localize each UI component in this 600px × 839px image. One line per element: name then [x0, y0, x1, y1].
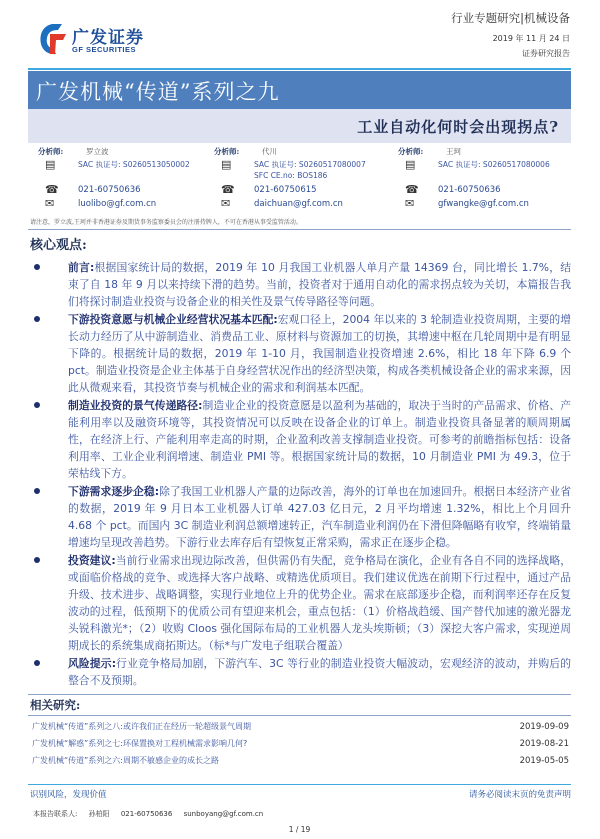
core-view-item — [28, 552, 571, 654]
phone-icon: ☎ — [405, 183, 419, 196]
report-category: 行业专题研究|机械设备 — [451, 11, 570, 25]
sac-number: SAC 执证号: S0260513050002 — [78, 160, 190, 169]
core-view-text: 除了我国工业机器人产量的边际改善，海外的订单也在加速回升。根据日本经济产业省的数据，2019 年 9 月日本工业机器人订单 427.03 亿日元，2 月平均增速 1.32%，相比上个月回升 4.68 个 pct。而国内 3C 制造业利润总额增速转正，汽车制造业利润仍在下滑但降幅略有收窄，终端销量增速均呈现改善趋势。下游行业去库存后有望恢复正常采购，需求正在逐步企稳。 — [68, 485, 571, 549]
bullet-icon — [34, 264, 40, 270]
contact-label: 本报告联系人: — [33, 810, 78, 818]
analyst-phone: 021-60750615 — [254, 185, 317, 195]
analyst-email[interactable]: daichuan@gf.com.cn — [254, 199, 343, 209]
certificate-icon: ▤ — [45, 158, 56, 171]
related-research-list — [28, 719, 571, 770]
brand-name-cn: 广发证券 — [72, 28, 144, 47]
analyst-email[interactable]: luolibo@gf.com.cn — [78, 199, 157, 209]
core-view-item — [28, 311, 571, 396]
core-view-head: 制造业投资的景气传递路径: — [68, 399, 203, 412]
bullet-icon — [34, 488, 40, 494]
analyst-name: 罗立波 — [86, 147, 109, 156]
report-title: 广发机械“传道”系列之九 — [28, 71, 571, 109]
report-contact — [28, 801, 571, 819]
email-icon: ✉ — [405, 197, 415, 210]
core-view-item — [28, 259, 571, 310]
related-research-item[interactable] — [28, 736, 571, 753]
certificate-icon: ▤ — [221, 158, 232, 171]
analyst-name: 王珂 — [446, 147, 461, 156]
analyst-label: 分析师: — [38, 147, 64, 156]
core-view-item — [28, 655, 571, 689]
core-views-heading: 核心观点: — [30, 238, 87, 253]
bullet-icon — [34, 557, 40, 563]
sfc-number: SFC CE.no: BOS186 — [254, 171, 328, 180]
related-research-item[interactable] — [28, 719, 571, 736]
analyst-phone: 021-60750636 — [438, 185, 501, 195]
report-body — [28, 0, 571, 839]
core-view-text: 制造业企业的投资意愿是以盈利为基础的，取决于当时的产品需求、价格、产能利用率以及融资环境等，其投资情况可以反映在设备企业的订单上。制造业投资具备显著的顺周期属性，在经济上行、产能利用率走高的时期，企业盈利改善支撑制造业投资。可参考的前瞻指标包括：设备利用率、工业企业利润增速、制造业 PMI 等。根据国家统计局的数据，10 月制造业 PMI 为 49.3，位于荣枯线下方。 — [68, 399, 571, 480]
core-views-list — [28, 259, 571, 689]
core-view-item — [28, 483, 571, 551]
core-view-text: 根据国家统计局的数据，2019 年 10 月我国工业机器人单月产量 14369 台，同比增长 1.7%，结束了自 18 年 9 月以来持续下滑的趋势。当前，投资者对于通用自动化的需求拐点较为关切，本篇报告我们将探讨制造业投资与设备企业的相关性及景气传导路径等问题。 — [68, 261, 571, 308]
email-icon: ✉ — [221, 197, 231, 210]
contact-email[interactable]: sunboyang@gf.com.cn — [183, 810, 264, 818]
analyst-phone: 021-60750636 — [78, 185, 141, 195]
page-number: 1 / 19 — [288, 825, 311, 834]
bullet-icon — [34, 316, 40, 322]
related-title[interactable]: 广发机械“传道”系列之八:或许我们正在经历一轮超级景气周期 — [32, 722, 251, 731]
core-view-head: 下游投资意愿与机械企业经营状况基本匹配: — [68, 313, 278, 326]
report-subtitle: 工业自动化何时会出现拐点? — [28, 109, 571, 143]
core-view-item — [28, 397, 571, 482]
related-title[interactable]: 广发机械“传道”系列之六:周期不敏感企业的成长之路 — [32, 756, 219, 765]
brand-name-en: GF SECURITIES — [72, 45, 137, 54]
core-view-head: 下游需求逐步企稳: — [68, 485, 160, 498]
related-research-item[interactable] — [28, 753, 571, 770]
core-view-text: 宏观口径上，2004 年以来的 3 轮制造业投资周期，主要的增长动力经历了从中游制造业、消费品工业、原材料与资源加工的切换，其增速中枢在几轮周期中是有明显下降的。根据统计局的数据，2019 年 1-10 月，我国制造业投资增速 2.6%，相比 18 年下降 6.9 个 pct。制造业投资是企业主体基于自身经营状况作出的经济型决策，构成各类机械设备企业的需求来源，因此从微观来看，其投资节奏与机械企业的需求和利润基本匹配。 — [68, 313, 571, 394]
analyst-email[interactable]: gfwangke@gf.com.cn — [438, 199, 529, 209]
email-icon: ✉ — [45, 197, 55, 210]
core-view-text: 当前行业需求出现边际改善，但供需仍有失配，竞争格局在演化，企业有各自不同的选择战略，或面临价格战的竞争、或选择大客户战略、或精选优质项目。我们建议优选在前期下行过程中，通过产品升级、技术进步、战略调整，实现行业地位上升的优势企业。需求在底部逐步企稳，而利润率还存在反复波动的过程，低预期下的优质公司有望迎来机会，重点包括：（1）价格战趋缓、国产替代加速的激光器龙头锐科激光*；（2）收购 Cloos 强化国际布局的工业机器人龙头埃斯顿；（3）深挖大客户需求，实现逆周期成长的系统集成商拓斯达。（标*与广发电子组联合覆盖） — [68, 554, 571, 652]
divider — [28, 229, 571, 230]
core-view-head: 投资建议: — [68, 554, 116, 567]
related-title[interactable]: 广发机械“解惑”系列之七:环保置换对工程机械需求影响几何? — [32, 739, 248, 748]
core-view-text: 行业竞争格局加剧，下游汽车、3C 等行业的制造业投资大幅波动，宏观经济的波动，并购后的整合不及预期。 — [68, 657, 571, 687]
related-date: 2019-05-05 — [519, 756, 569, 766]
related-research-heading: 相关研究: — [30, 698, 81, 712]
analyst-name: 代川 — [262, 147, 277, 156]
disclaimer-link[interactable]: 请务必阅读末页的免责声明 — [468, 790, 571, 800]
footer-slogan: 识别风险，发现价值 — [30, 790, 107, 800]
certificate-icon: ▤ — [405, 158, 416, 171]
bullet-icon — [34, 660, 40, 666]
contact-phone: 021-60750636 — [120, 810, 173, 818]
phone-icon: ☎ — [45, 183, 59, 196]
report-type: 证券研究报告 — [522, 49, 570, 58]
report-date: 2019 年 11 月 24 日 — [492, 34, 570, 43]
related-date: 2019-08-21 — [519, 739, 569, 749]
bullet-icon — [34, 402, 40, 408]
phone-icon: ☎ — [221, 183, 235, 196]
analyst-label: 分析师: — [398, 147, 424, 156]
sac-number: SAC 执证号: S0260517080006 — [438, 160, 550, 169]
related-date: 2019-09-09 — [519, 722, 569, 732]
license-note: 请注意，罗立波,王珂并非香港证券及期货事务监察委员会的注册持牌人，不可在香港从事受监管活动。 — [30, 219, 302, 226]
core-view-head: 风险提示: — [68, 657, 117, 670]
core-view-head: 前言: — [68, 261, 95, 274]
analyst-label: 分析师: — [214, 147, 240, 156]
contact-name: 孙柏阳 — [88, 810, 110, 818]
sac-number: SAC 执证号: S0260517080007 — [254, 160, 366, 169]
footer-row — [28, 785, 571, 801]
divider — [28, 715, 571, 716]
